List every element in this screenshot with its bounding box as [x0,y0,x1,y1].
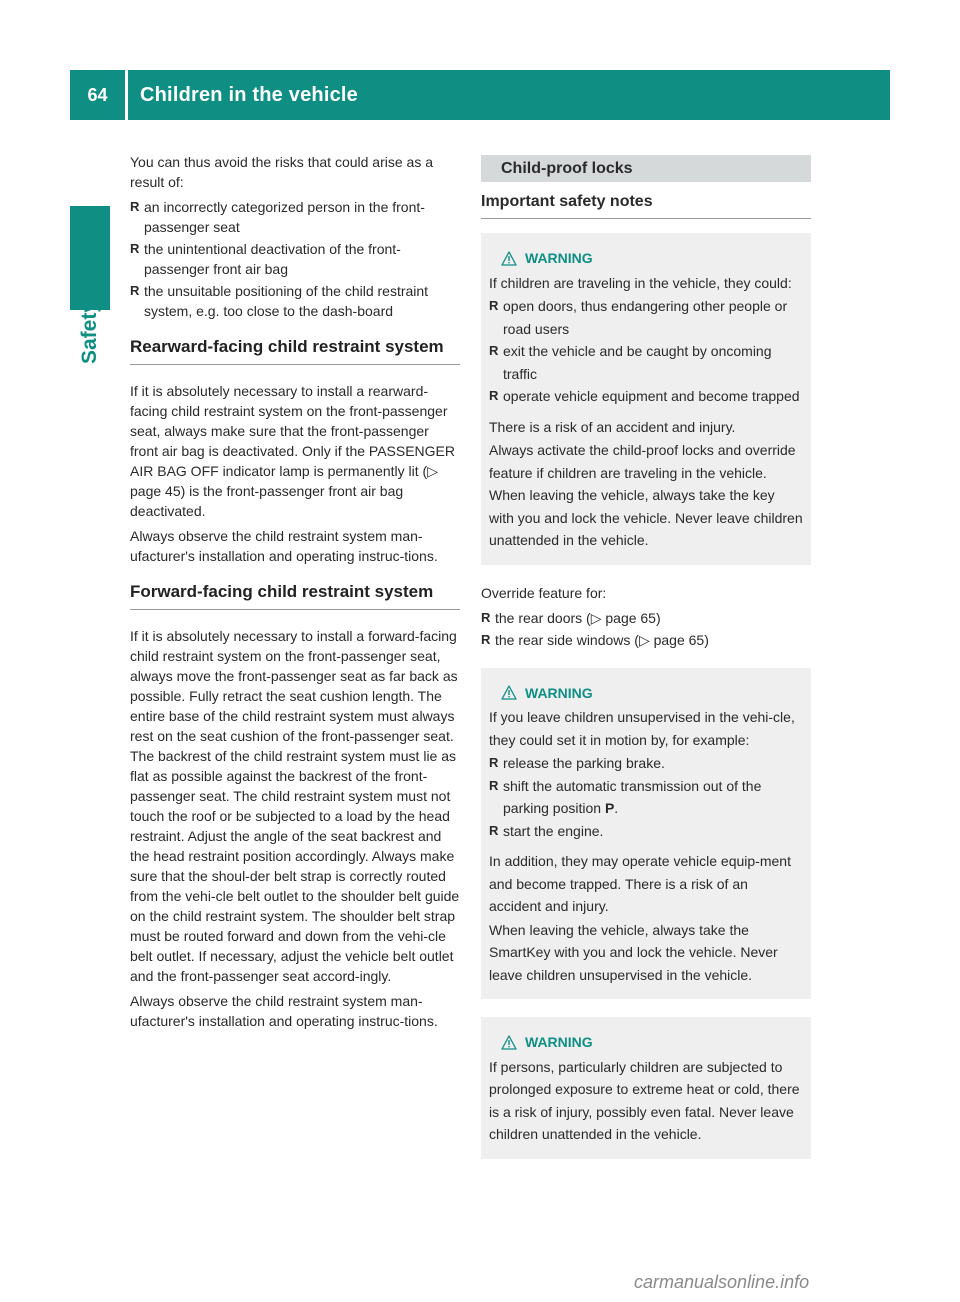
warning-2-intro: If you leave children unsupervised in the vehi-cle, they could set it in motion by, for example: [489,709,795,748]
bullet-icon: R [489,298,499,313]
list-item: R an incorrectly categorized person in the front-passenger seat [130,199,425,235]
list-item: R the unintentional deactivation of the front-passenger front air bag [130,241,401,277]
warning-2-risk: In addition, they may operate vehicle equip-ment and become trapped. There is a risk of an accident and injury. [489,853,791,914]
warning-3-text: If persons, particularly children are subjected to prolonged exposure to extreme heat or cold, there is a risk of injury, possibly even fatal. Never leave children unattended in the vehicle. [489,1058,800,1142]
warning-2-bullets [489,752,803,842]
bullet-icon: R [489,755,499,770]
forward-heading: Forward-facing child restraint system [130,582,460,610]
forward-paragraph-2: Always observe the child restraint system man-ufacturer's installation and operating instruc-tions. [130,993,438,1029]
bullet-icon: R [130,283,140,298]
override-intro: Override feature for: [481,584,607,601]
rearward-paragraph-1: If it is absolutely necessary to install a rearward-facing child restraint system on the front-passenger seat, always make sure that the front-passenger front air bag is deactivated. Only if the PASSENGER AIR BAG OFF indicator lamp is permanently lit (▷ page 45) is the front-passenger front air bag deactivated. [130,383,456,519]
warning-triangle-icon [501,1035,517,1050]
list-item: R the unsuitable positioning of the child restraint system, e.g. too close to the dash-board [130,283,429,319]
intro-bullet-list [130,197,460,321]
bullet-icon: R [489,343,499,358]
warning-1-risk: There is a risk of an accident and injury. [489,418,736,435]
list-item: R open doors, thus endangering other people or road users [489,295,803,340]
warning-title: WARNING [489,1031,803,1054]
warning-1-bullets [489,295,803,408]
list-item: R the rear side windows (▷ page 65) [481,631,709,648]
warning-title: WARNING [489,247,803,270]
intro-text: You can thus avoid the risks that could arise as a result of: [130,154,433,190]
sub-heading: Important safety notes [481,192,811,219]
bullet-icon: R [481,609,491,625]
page-number: 64 [87,84,108,105]
list-item: R shift the automatic transmission out of the parking position P. [489,775,803,820]
chapter-title: Children in the vehicle [140,83,358,106]
warning-triangle-icon [501,685,517,700]
bullet-icon: R [489,777,499,793]
forward-paragraph-1: If it is absolutely necessary to install a forward-facing child restraint system on the front-passenger seat, always move the front-passenger seat as far back as possible. Fully retract the seat cushion length. The entire base of the child restraint system must always rest on the seat cushion of the front-passenger seat. The backrest of the child restraint system must lie as flat as possible against the backrest of the front-passenger seat. The child restraint system must not touch the roof or be subjected to a load by the head restraint. Adjust the angle of the seat backrest and the head restraint position accordingly. Always make sure that the shoul-der belt strap is correctly routed from the vehi-cle belt outlet to the shoulder belt guide on the child restraint system. The shoulder belt strap must be routed forward and down from the vehi-cle belt outlet. If necessary, adjust the vehicle belt outlet and the front-passenger seat accord-ingly. [130,628,460,984]
list-item: R operate vehicle equipment and become trapped [489,385,803,408]
list-item: R the rear doors (▷ page 65) [481,609,661,626]
warning-box-3 [481,1017,811,1159]
parking-position-label: P [604,800,615,816]
override-bullets [481,608,811,650]
bullet-icon: R [489,822,499,838]
side-tab-label: Safety [78,300,101,364]
section-heading: Child-proof locks [481,155,811,182]
list-item: R exit the vehicle and be caught by oncoming traffic [489,340,803,385]
list-item: R release the parking brake. [489,752,803,775]
left-column [130,152,460,1036]
warning-triangle-icon [501,251,517,266]
rearward-heading: Rearward-facing child restraint system [130,337,460,365]
warning-box-2 [481,668,811,1000]
rearward-paragraph-2: Always observe the child restraint system man-ufacturer's installation and operating instruc-tions. [130,528,438,564]
warning-1-intro: If children are traveling in the vehicle, they could: [489,274,792,291]
watermark: carmanualsonline.info [634,1272,810,1292]
warning-title: WARNING [489,682,803,705]
warning-box-1 [481,233,811,565]
warning-1-advice: Always activate the child-proof locks and override feature if children are traveling in the vehicle. When leaving the vehicle, always take the key with you and lock the vehicle. Never leave children unattended in the vehicle. [489,442,803,548]
bullet-icon: R [489,388,499,403]
warning-2-advice: When leaving the vehicle, always take the SmartKey with you and lock the vehicle. Never leave children unsupervised in the vehicle. [489,921,778,983]
list-item: R start the engine. [489,820,803,843]
override-section [481,583,811,650]
right-column [481,155,811,1177]
side-tab-block [70,206,110,310]
header-divider [125,70,128,120]
bullet-icon: R [481,631,491,647]
bullet-icon: R [130,241,140,256]
bullet-icon: R [130,199,140,214]
